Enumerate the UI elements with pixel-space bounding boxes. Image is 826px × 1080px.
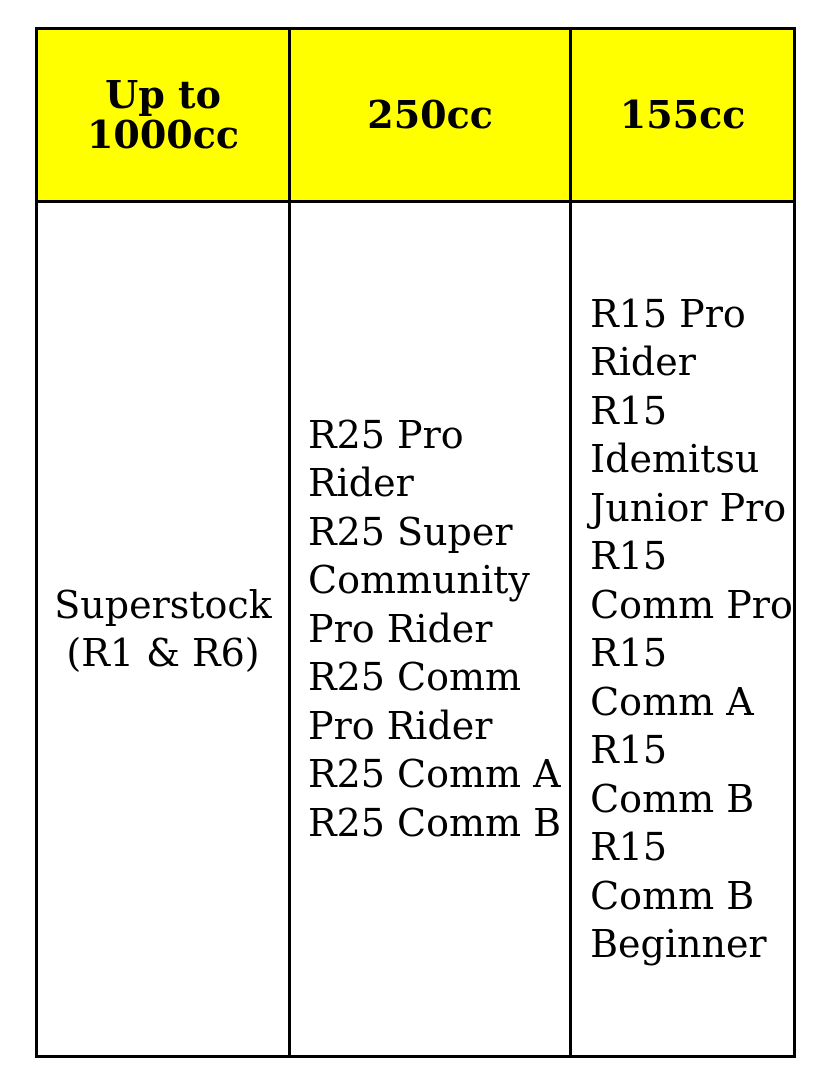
- table-header-row: [37, 29, 795, 202]
- list-item: R15 Comm B: [590, 728, 755, 821]
- cell-1000cc-classes: [37, 202, 290, 1057]
- list-item: R15 Comm B Beginner: [590, 825, 767, 966]
- list-item: R15 Comm A: [590, 631, 754, 724]
- list-item: R25 Comm A: [308, 752, 561, 797]
- list-item: R25 Pro Rider: [308, 412, 464, 506]
- cell-155cc-classes: [571, 202, 795, 1057]
- table-body: [37, 202, 795, 1057]
- race-class-table: [35, 27, 796, 1058]
- list-item: R15 Comm Pro: [590, 534, 793, 627]
- header-250cc-label: 250cc: [367, 92, 493, 137]
- list-item: R25 Comm Pro Rider: [308, 655, 522, 748]
- header-155cc-label: 155cc: [619, 92, 746, 137]
- cell-250cc-classes: [290, 202, 571, 1057]
- list-item: R15 Pro Rider: [590, 291, 746, 384]
- header-up-to-1000cc-label: Up to 1000cc: [86, 72, 240, 157]
- list-item: R25 Super Community Pro Rider: [308, 509, 530, 651]
- list-item: R25 Comm B: [308, 800, 562, 845]
- header-155cc: [571, 29, 795, 202]
- list-item: R15 Idemitsu Junior Pro: [590, 388, 787, 530]
- header-250cc: [290, 29, 571, 202]
- header-up-to-1000cc: [37, 29, 290, 202]
- superstock-models: (R1 & R6): [66, 631, 260, 675]
- superstock-label: Superstock: [54, 582, 272, 627]
- table-row: [37, 202, 795, 1057]
